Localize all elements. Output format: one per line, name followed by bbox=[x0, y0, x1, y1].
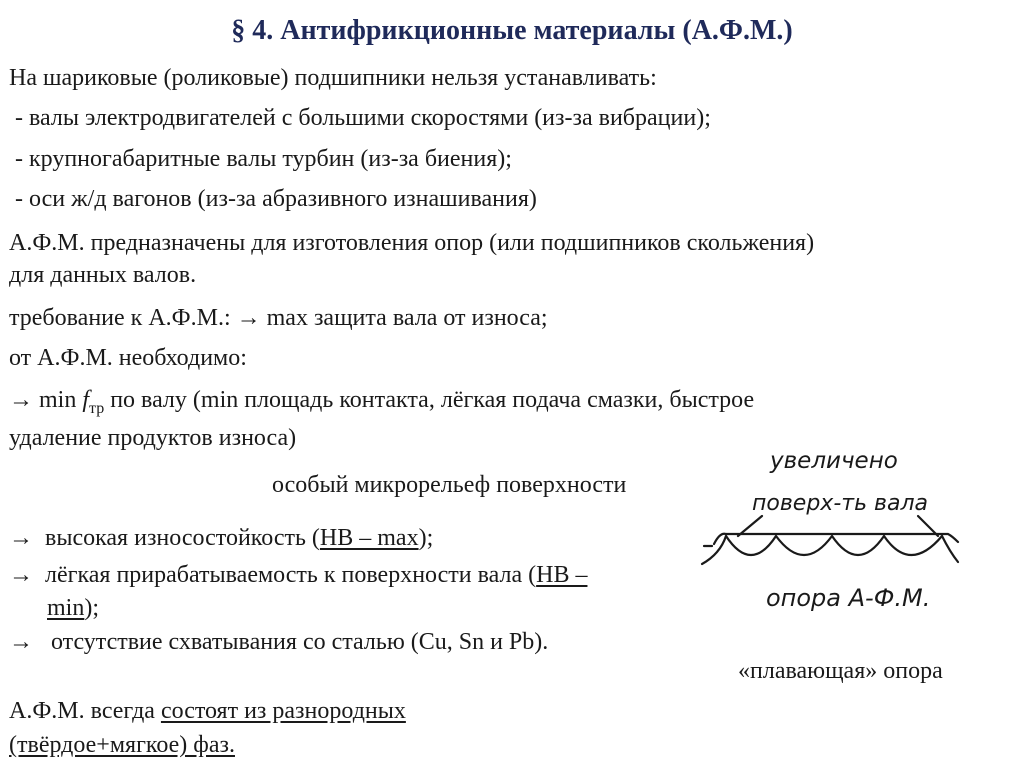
phases-underlined: состоят из разнородных bbox=[160, 698, 406, 724]
arrow-icon: → bbox=[9, 562, 33, 588]
property-2 bbox=[9, 561, 587, 589]
property-text: ); bbox=[84, 595, 100, 621]
phases-underlined: (твёрдое+мягкое) фаз. bbox=[9, 732, 235, 758]
friction-min: min bbox=[39, 387, 83, 413]
floating-support-caption: «плавающая» опора bbox=[738, 658, 943, 684]
friction-line-2: удаление продуктов износа) bbox=[9, 425, 297, 451]
hardness-min: НВ – bbox=[536, 562, 588, 588]
list-item: - валы электродвигателей с большими скоростями (из-за вибрации); bbox=[15, 105, 711, 131]
friction-line bbox=[9, 386, 755, 417]
microrelief-label: особый микрорельеф поверхности bbox=[272, 472, 627, 498]
final-line-2 bbox=[9, 731, 235, 759]
arrow-icon: → bbox=[9, 387, 33, 413]
intro-text: На шариковые (роликовые) подшипники нельзя устанавливать: bbox=[9, 65, 657, 91]
relief-left-tail bbox=[702, 536, 726, 564]
requirement-text: max защита вала от износа; bbox=[266, 305, 548, 331]
sketch-label-bottom: опора А-Ф.М. bbox=[766, 584, 931, 612]
requirement-label: требование к А.Ф.М.: bbox=[9, 305, 237, 331]
bearing-relief bbox=[726, 536, 942, 555]
page-title: § 4. Антифрикционные материалы (А.Ф.М.) bbox=[231, 15, 793, 46]
friction-subscript: тр bbox=[89, 399, 105, 417]
property-text: ); bbox=[418, 525, 434, 551]
sketch-label-middle: поверх-ть вала bbox=[752, 491, 929, 516]
necessary-line: от А.Ф.М. необходимо: bbox=[9, 345, 247, 371]
friction-text: по валу (min площадь контакта, лёгкая подача смазки, быстрое bbox=[104, 387, 755, 413]
list-item: - крупногабаритные валы турбин (из-за биения); bbox=[15, 146, 512, 172]
final-text: А.Ф.М. всегда bbox=[9, 698, 161, 724]
arrow-icon: → bbox=[9, 629, 33, 655]
arrow-icon: → bbox=[9, 525, 33, 551]
sketch-label-top: увеличено bbox=[770, 448, 898, 474]
hardness-max: НВ – max bbox=[319, 525, 419, 551]
requirement-line bbox=[9, 304, 548, 332]
purpose-line: для данных валов. bbox=[9, 262, 197, 288]
property-text: лёгкая прирабатываемость к поверхности вала ( bbox=[45, 562, 537, 588]
purpose-line: А.Ф.М. предназначены для изготовления опор (или подшипников скольжения) bbox=[9, 230, 815, 256]
arrow-icon: → bbox=[236, 305, 261, 331]
property-1 bbox=[9, 524, 433, 552]
final-line bbox=[9, 697, 406, 725]
property-text: отсутствие схватывания со сталью (Cu, Sn и Pb). bbox=[51, 629, 549, 655]
microrelief-sketch bbox=[696, 436, 1006, 646]
property-2-line-2 bbox=[47, 594, 99, 622]
hardness-min-cont: min bbox=[47, 595, 85, 621]
property-text: высокая износостойкость ( bbox=[45, 525, 320, 551]
friction-symbol: f bbox=[82, 387, 90, 413]
list-item: - оси ж/д вагонов (из-за абразивного изнашивания) bbox=[15, 186, 537, 212]
property-3 bbox=[9, 628, 548, 656]
